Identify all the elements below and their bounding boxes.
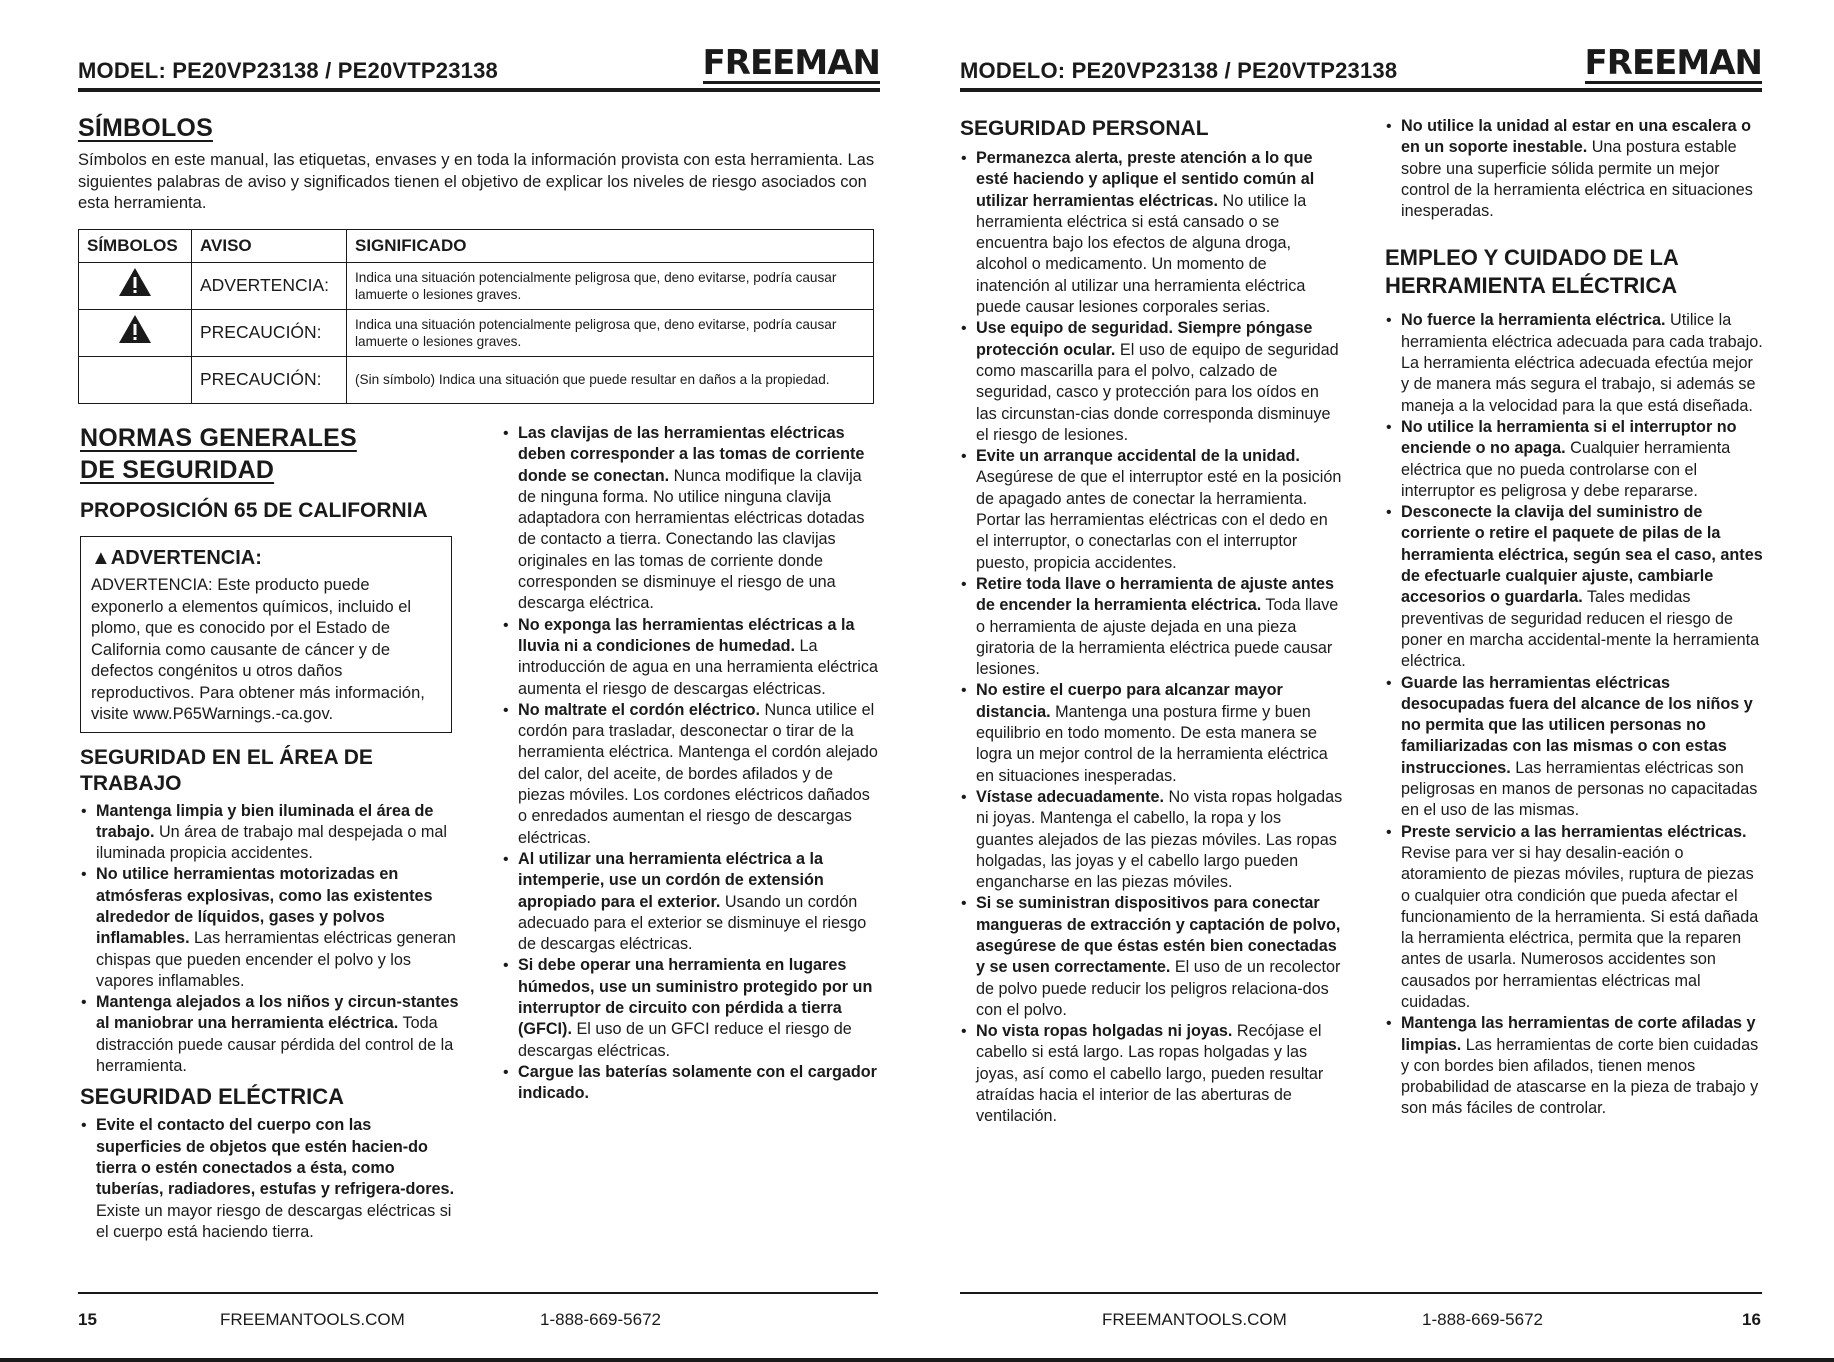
list-item: [1385, 310, 1763, 416]
simbolos-intro: Símbolos en este manual, las etiquetas, envases y en toda la información provista con esta herramienta. Las siguientes palabras de aviso y significados tienen el objetivo de explicar los niveles de riesgo asociados con esta herramienta.: [78, 151, 875, 212]
list-item: [1385, 116, 1763, 222]
warning-triangle-icon: [118, 314, 152, 344]
page-number: 16: [1742, 1310, 1761, 1329]
table-row: [79, 262, 874, 309]
item-text: Las herramientas de corte bien cuidadas y con bordes bien afilados, tienen menos probabilidad de atascarse en la pieza de trabajo y son más fáciles de controlar.: [1401, 1035, 1759, 1118]
item-text: Las herramientas eléctricas generan chispas que pueden encender el polvo y los vapores inflamables.: [96, 929, 456, 990]
item-text: La introducción de agua en una herramienta eléctrica aumenta el riesgo de descargas eléctricas.: [518, 636, 878, 698]
table-header: SIGNIFICADO: [347, 229, 874, 262]
list-item: [1385, 502, 1763, 672]
elec-list-b: [502, 423, 880, 1105]
left-column: [80, 422, 460, 1243]
warning-title: [91, 545, 441, 571]
table-header: SÍMBOLOS: [79, 229, 192, 262]
personal-heading: SEGURIDAD PERSONAL: [960, 117, 1209, 140]
item-text: Existe un mayor riesgo de descargas eléctricas si el cuerpo está haciendo tierra.: [96, 1201, 452, 1241]
normas-title-line1: NORMAS GENERALES: [80, 424, 357, 452]
signal-word: ADVERTENCIA:: [192, 262, 347, 309]
symbol-cell: [79, 356, 192, 403]
item-text: Nunca modifique la clavija de ninguna forma. No utilice ninguna clavija adaptadora con herramientas eléctricas dotadas de contacto a tierra. Conectando las clavijas originales en las tomas de corriente donde corresponden se disminuye el riesgo de una descarga eléctrica.: [518, 466, 865, 613]
item-text: Toda llave o herramienta de ajuste dejada en una pieza giratoria de la herramienta eléctrica puede causar lesiones.: [976, 596, 1339, 679]
table-header: AVISO: [192, 229, 347, 262]
model-label: MODELO: PE20VP23138 / PE20VTP23138: [960, 58, 1398, 83]
item-text: Las herramientas eléctricas son peligrosas en manos de personas no capacitadas en el uso de las mismas.: [1401, 758, 1758, 820]
table-header-row: [79, 229, 874, 262]
warning-triangle-icon: [118, 267, 152, 297]
signal-meaning: Indica una situación potencialmente peligrosa que, deno evitarse, podría causar lamuerte o lesiones graves.: [347, 309, 874, 356]
list-item: [80, 992, 460, 1077]
freeman-logo: FREEMAN: [1584, 43, 1762, 83]
area-heading: SEGURIDAD EN EL ÁREA DE TRABAJO: [80, 745, 373, 795]
item-bold: No utilice herramientas motorizadas en atmósferas explosivas, como las existentes alrededor de líquidos, gases y polvos inflamables.: [96, 865, 433, 948]
item-text: El uso de un GFCI reduce el riesgo de descargas eléctricas.: [518, 1020, 852, 1060]
item-bold: No estire el cuerpo para alcanzar mayor distancia.: [976, 681, 1283, 721]
item-text: Cualquier herramienta eléctrica que no pueda controlarse con el interruptor es peligrosa y debe repararse.: [1401, 439, 1731, 500]
model-label: MODEL: PE20VP23138 / PE20VTP23138: [78, 58, 498, 83]
item-text: Un área de trabajo mal despejada o mal iluminada propicia accidentes.: [96, 822, 447, 863]
item-text: Mantenga una postura firme y buen equilibrio en todo momento. De esta manera se logra un mejor control de la herramienta eléctrica en situaciones inesperadas.: [976, 702, 1328, 785]
item-bold: No fuerce la herramienta eléctrica.: [1401, 311, 1666, 330]
simbolos-title: SÍMBOLOS: [78, 114, 213, 142]
header-left: [78, 44, 880, 92]
footer-rule: [960, 1292, 1762, 1294]
signal-meaning: (Sin símbolo) Indica una situación que puede resultar en daños a la propiedad.: [347, 356, 874, 403]
elec-list-a: [80, 1115, 460, 1243]
item-text: Utilice la herramienta eléctrica adecuada para cada trabajo. La herramienta eléctrica adecuada efectúa mejor y de manera más segura el trabajo, si además se maneja a la velocidad para la que está diseñada.: [1401, 311, 1763, 415]
item-text: Usando un cordón adecuado para el exterior se disminuye el riesgo de descargas eléctricas.: [518, 892, 867, 954]
footer-website: FREEMANTOOLS.COM: [220, 1310, 405, 1329]
warning-triangle-icon: ▲: [91, 547, 111, 569]
item-text: Nunca utilice el cordón para trasladar, desconectar o tirar de la herramienta eléctrica. Mantenga el cordón alejado del calor, del aceite, de bordes afilados y de piezas móviles. Los cordones eléctricos dañados o enredados aumentan el riesgo de descargas eléctricas.: [518, 700, 878, 847]
item-bold: No utilice la unidad al estar en una escalera o en un soporte inestable.: [1401, 117, 1751, 157]
item-text: Asegúrese de que el interruptor esté en la posición de apagado antes de conectar la herramienta. Portar las herramientas eléctricas con el dedo en el interruptor, o conectarlas con el interruptor puesto, propicia accidentes.: [976, 468, 1342, 572]
item-bold: Mantenga limpia y bien iluminada el área de trabajo.: [96, 801, 434, 841]
footer-website: FREEMANTOOLS.COM: [1102, 1310, 1287, 1329]
care-column: [1385, 116, 1763, 1120]
list-item: [960, 893, 1343, 1021]
signal-meaning: Indica una situación potencialmente peligrosa que, deno evitarse, podría causar lamuerte o lesiones graves.: [347, 262, 874, 309]
page-number: 15: [78, 1310, 97, 1329]
symbol-cell: [79, 309, 192, 356]
item-bold: Cargue las baterías solamente con el cargador indicado.: [518, 1062, 877, 1103]
item-text: No vista ropas holgadas ni joyas. Mantenga el cabello, la ropa y los guantes alejados de las piezas móviles. Las ropas holgadas, las joyas y el cabello largo pueden engancharse en las piezas móviles.: [976, 787, 1343, 892]
simbolos-section: [78, 112, 878, 404]
use-heading-line2: HERRAMIENTA ELÉCTRICA: [1385, 273, 1678, 299]
item-bold: Permanezca alerta, preste atención a lo que esté haciendo y aplique el sentido común al utilizar herramientas eléctricas.: [976, 149, 1315, 210]
list-item: [960, 1021, 1343, 1127]
item-text: Tales medidas preventivas de seguridad reducen el riesgo de poner en marcha accidental-mente la herramienta eléctrica.: [1401, 588, 1760, 671]
item-bold: Al utilizar una herramienta eléctrica a la intemperie, use un cordón de extensión apropiado para el exterior.: [518, 849, 824, 911]
personal-list: [960, 148, 1343, 1128]
item-text: No utilice la herramienta eléctrica si está cansado o se encuentra bajo los efectos de alguna droga, alcohol o medicamento. Un momento de inatención al utilizar una herramienta eléctrica puede causar lesiones corporales serias.: [976, 191, 1307, 317]
elec-heading: SEGURIDAD ELÉCTRICA: [80, 1084, 345, 1110]
list-item: [80, 864, 460, 992]
item-bold: Vístase adecuadamente.: [976, 787, 1165, 806]
use-list: [1385, 310, 1763, 1119]
list-item: [80, 1115, 460, 1243]
warning-text: ADVERTENCIA: Este producto puede exponerlo a elementos químicos, incluido el plomo, que es conocido por el Estado de California como causante de cáncer y de defectos congénitos u otros daños reproductivos. Para obtener más información, visite www.P65Warnings.-ca.gov.: [91, 576, 425, 723]
item-bold: Use equipo de seguridad. Siempre póngase protección ocular.: [976, 319, 1313, 359]
list-item: [1385, 417, 1763, 502]
item-bold: Mantenga alejados a los niños y circun-stantes al maniobrar una herramienta eléctrica.: [96, 993, 459, 1033]
warning-title-text: ADVERTENCIA:: [110, 547, 262, 569]
page-right: [917, 0, 1834, 1362]
list-item: [1385, 673, 1763, 822]
list-item: [502, 955, 880, 1061]
item-bold: Evite un arranque accidental de la unidad.: [976, 447, 1300, 466]
table-row: [79, 309, 874, 356]
item-text: El uso de un recolector de polvo puede reducir los peligros relaciona-dos con el polvo.: [976, 958, 1341, 1019]
item-bold: Guarde las herramientas eléctricas desocupadas fuera del alcance de los niños y no permita que las utilicen personas no familiarizadas con las mismas o con estas instrucciones.: [1401, 673, 1753, 777]
list-item: [502, 1062, 880, 1105]
item-bold: Si se suministran dispositivos para conectar mangueras de extracción y captación de polvo, asegúrese de que éstas estén bien conectadas y se usen correctamente.: [976, 894, 1341, 977]
item-bold: Las clavijas de las herramientas eléctricas deben corresponder a las tomas de corriente donde se conectan.: [518, 424, 865, 485]
list-item: [502, 615, 880, 700]
item-bold: Mantenga las herramientas de corte afiladas y limpias.: [1401, 1014, 1756, 1054]
freeman-logo: FREEMAN: [702, 43, 880, 83]
list-item: [960, 680, 1343, 786]
list-item: [960, 574, 1343, 680]
table-row: [79, 356, 874, 403]
list-item: [1385, 1013, 1763, 1119]
item-text: Una postura estable sobre una superficie sólida permite un mejor control de la herramienta eléctrica en situaciones inesperadas.: [1401, 138, 1753, 221]
normas-title-line2: DE SEGURIDAD: [80, 456, 275, 484]
list-item: [502, 849, 880, 955]
bottom-edge: [0, 1358, 1834, 1362]
signal-word: PRECAUCIÓN:: [192, 309, 347, 356]
signal-word: PRECAUCIÓN:: [192, 356, 347, 403]
footer-phone: 1-888-669-5672: [540, 1310, 661, 1329]
list-item: [502, 700, 880, 849]
symbols-table: [78, 229, 874, 404]
list-item: [960, 148, 1343, 318]
item-bold: Si debe operar una herramienta en lugares húmedos, use un suministro protegido por un interruptor de circuito con pérdida a tierra (GFCI).: [518, 956, 873, 1039]
ladder-list: [1385, 116, 1763, 222]
footer-rule: [78, 1292, 878, 1294]
item-bold: Preste servicio a las herramientas eléctricas.: [1401, 822, 1747, 841]
item-text: Recójase el cabello si está largo. Las ropas holgadas y las joyas, así como el cabello largo, pueden resultar atraídas hacia el interior de las aberturas de ventilación.: [976, 1022, 1324, 1126]
prop65-warning-box: [80, 536, 452, 733]
symbol-cell: [79, 262, 192, 309]
item-text: Toda distracción puede causar pérdida del control de la herramienta.: [96, 1014, 454, 1076]
item-bold: Evite el contacto del cuerpo con las superficies de objetos que estén hacien-do tierra o estén conectados a ésta, como tuberías, radiadores, estufas y refrigera-dores.: [96, 1116, 455, 1199]
item-bold: No utilice la herramienta si el interruptor no enciende o no apaga.: [1401, 417, 1737, 458]
prop65-heading: PROPOSICIÓN 65 DE CALIFORNIA: [80, 499, 428, 522]
area-list: [80, 801, 460, 1078]
item-bold: No exponga las herramientas eléctricas a la lluvia ni a condiciones de humedad.: [518, 615, 855, 655]
list-item: [960, 787, 1343, 893]
list-item: [502, 423, 880, 615]
list-item: [960, 318, 1343, 446]
item-bold: No maltrate el cordón eléctrico.: [518, 700, 760, 719]
middle-column: [502, 423, 880, 1105]
footer-phone: 1-888-669-5672: [1422, 1310, 1543, 1329]
list-item: [1385, 822, 1763, 1014]
item-bold: Retire toda llave o herramienta de ajuste antes de encender la herramienta eléctrica.: [976, 574, 1335, 615]
use-heading-line1: EMPLEO Y CUIDADO DE LA: [1385, 245, 1679, 271]
item-text: Revise para ver si hay desalin-eación o atoramiento de piezas móviles, ruptura de piezas o cualquier otra condición que pueda afectar el funcionamiento de la herramienta. Si está dañada la herramienta eléctrica, permita que la reparen antes de usarla. Numerosos accidentes son causados por herramientas eléctricas mal cuidadas.: [1401, 843, 1759, 1011]
list-item: [960, 446, 1343, 574]
item-text: El uso de equipo de seguridad como mascarilla para el polvo, calzado de seguridad, casco y protección para los oídos en las circunstan-cias donde corresponda disminuye el riesgo de lesiones.: [976, 340, 1339, 444]
item-bold: Desconecte la clavija del suministro de corriente o retire el paquete de pilas de la herramienta eléctrica, según sea el caso, antes de efectuarle cualquier ajuste, cambiarle accesorios o guardarla.: [1401, 503, 1763, 607]
item-bold: No vista ropas holgadas ni joyas.: [976, 1022, 1233, 1041]
header-right: [960, 44, 1762, 92]
list-item: [80, 801, 460, 865]
personal-column: [960, 116, 1343, 1128]
